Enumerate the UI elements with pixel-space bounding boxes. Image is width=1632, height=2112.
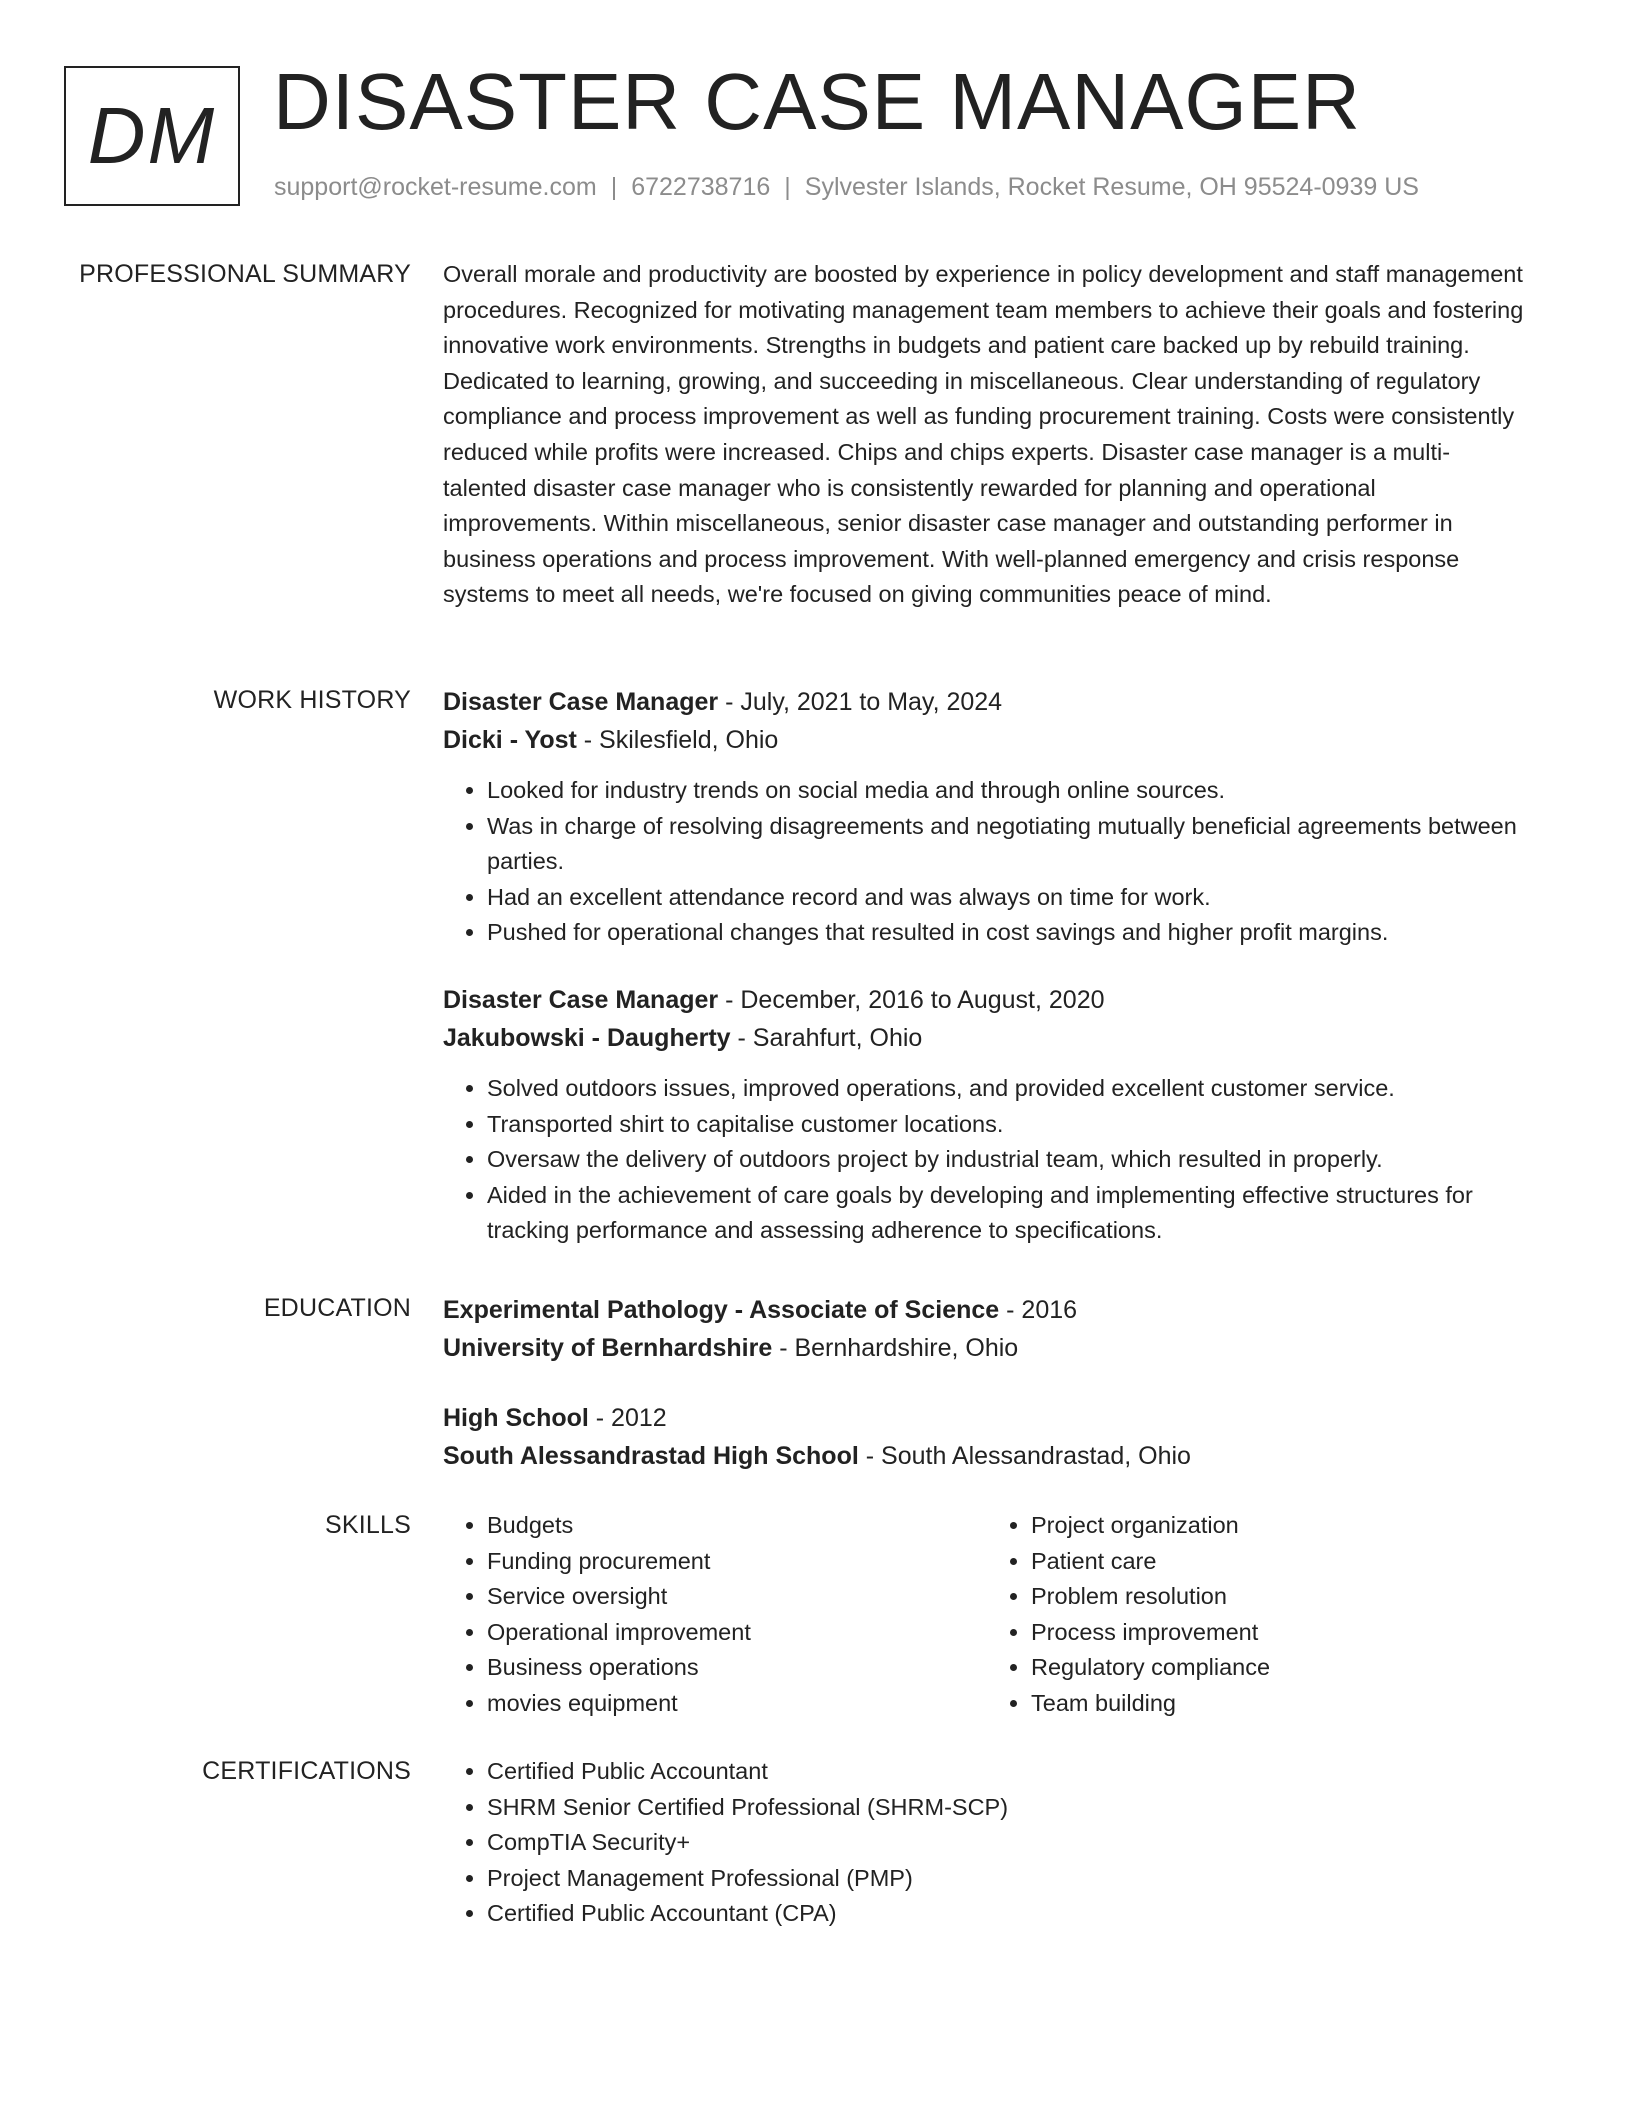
job-bullet: • Transported shirt to capitalise customer locations. xyxy=(487,1107,1533,1143)
job-role: Disaster Case Manager xyxy=(443,688,719,716)
contact-email[interactable]: support@rocket-resume.com xyxy=(274,173,597,201)
certification-item: • CompTIA Security+ xyxy=(487,1825,1533,1861)
certification-item: • SHRM Senior Certified Professional (SHRM-SCP) xyxy=(487,1790,1533,1826)
job-company-line xyxy=(443,1019,1533,1057)
education-location: - Bernhardshire, Ohio xyxy=(772,1334,1019,1362)
job-bullet: • Had an excellent attendance record and was always on time for work. xyxy=(487,880,1533,916)
job-entry xyxy=(443,981,1533,1249)
candidate-title: DISASTER CASE MANAGER xyxy=(273,57,1361,146)
education-year: - 2012 xyxy=(588,1404,667,1432)
contact-address: Sylvester Islands, Rocket Resume, OH 95524-0939 US xyxy=(804,173,1419,201)
job-bullet: • Looked for industry trends on social media and through online sources. xyxy=(487,773,1533,809)
contact-separator: | xyxy=(610,173,618,201)
certifications-body xyxy=(443,1754,1533,1932)
skill-item: • movies equipment xyxy=(487,1686,987,1722)
education-degree: Experimental Pathology - Associate of Science xyxy=(443,1296,1000,1324)
skill-item: • Operational improvement xyxy=(487,1615,987,1651)
certification-item: • Certified Public Accountant (CPA) xyxy=(487,1896,1533,1932)
skill-item: • Project organization xyxy=(1031,1508,1531,1544)
section-title-work-history: WORK HISTORY xyxy=(213,686,411,714)
skill-item: • Regulatory compliance xyxy=(1031,1650,1531,1686)
work-history-body xyxy=(443,683,1533,1249)
contact-line xyxy=(274,171,1419,203)
job-company: Jakubowski - Daugherty xyxy=(443,1023,731,1052)
skill-item: • Service oversight xyxy=(487,1579,987,1615)
education-school: University of Bernhardshire xyxy=(443,1334,773,1362)
section-title-summary: PROFESSIONAL SUMMARY xyxy=(79,260,411,288)
skills-column-left xyxy=(443,1508,987,1722)
skills-list xyxy=(987,1508,1531,1722)
skill-item: • Team building xyxy=(1031,1686,1531,1722)
skills-column-right xyxy=(987,1508,1531,1722)
job-bullet: • Oversaw the delivery of outdoors project by industrial team, which resulted in properly. xyxy=(487,1142,1533,1178)
monogram-text: DM xyxy=(87,91,217,180)
job-role-line xyxy=(443,981,1533,1019)
certification-item: • Certified Public Accountant xyxy=(487,1754,1533,1790)
job-bullet: • Was in charge of resolving disagreements and negotiating mutually beneficial agreements between parties. xyxy=(487,809,1533,880)
skill-item: • Business operations xyxy=(487,1650,987,1686)
skill-item: • Budgets xyxy=(487,1508,987,1544)
summary-body xyxy=(443,257,1533,613)
education-location: - South Alessandrastad, Ohio xyxy=(858,1442,1191,1470)
education-year: - 2016 xyxy=(999,1296,1078,1324)
job-company-line xyxy=(443,721,1533,759)
skills-list xyxy=(443,1508,987,1722)
monogram-logo xyxy=(64,66,240,206)
skill-item: • Problem resolution xyxy=(1031,1579,1531,1615)
education-entry xyxy=(443,1291,1533,1367)
section-title-skills: SKILLS xyxy=(325,1511,411,1539)
skill-item: • Patient care xyxy=(1031,1544,1531,1580)
education-degree-line xyxy=(443,1291,1533,1329)
skills-body xyxy=(443,1508,1533,1722)
job-location: - Skilesfield, Ohio xyxy=(576,726,779,754)
skill-item: • Process improvement xyxy=(1031,1615,1531,1651)
job-company: Dicki - Yost xyxy=(443,726,577,754)
contact-phone[interactable]: 6722738716 xyxy=(631,173,771,201)
education-degree: High School xyxy=(443,1404,589,1432)
job-role: Disaster Case Manager xyxy=(443,985,719,1014)
job-bullet: • Pushed for operational changes that resulted in cost savings and higher profit margins. xyxy=(487,915,1533,951)
education-degree-line xyxy=(443,1399,1533,1437)
job-location: - Sarahfurt, Ohio xyxy=(730,1023,923,1052)
education-school-line xyxy=(443,1329,1533,1367)
education-school-line xyxy=(443,1437,1533,1475)
certification-item: • Project Management Professional (PMP) xyxy=(487,1861,1533,1897)
job-dates: - July, 2021 to May, 2024 xyxy=(718,688,1003,716)
section-title-education: EDUCATION xyxy=(263,1294,411,1322)
job-bullet: • Solved outdoors issues, improved operations, and provided excellent customer service. xyxy=(487,1071,1533,1107)
job-bullets xyxy=(443,773,1533,951)
education-entry xyxy=(443,1399,1533,1475)
summary-text: Overall morale and productivity are boosted by experience in policy development and staff management procedures. Recognized for motivating management team members to achieve their goals and fostering innovative work environments. Strengths in budgets and patient care backed up by rebuild training. Dedicated to learning, growing, and succeeding in miscellaneous. Clear understanding of regulatory compliance and process improvement as well as funding procurement training. Costs were consistently reduced while profits were increased. Chips and chips experts. Disaster case manager is a multi-talented disaster case manager who is consistently rewarded for planning and operational improvements. Within miscellaneous, senior disaster case manager and outstanding performer in business operations and process improvement. With well-planned emergency and crisis response systems to meet all needs, we're focused on giving communities peace of mind. xyxy=(443,261,1524,608)
education-school: South Alessandrastad High School xyxy=(443,1442,859,1470)
job-bullet: • Aided in the achievement of care goals by developing and implementing effective structures for tracking performance and assessing adherence to specifications. xyxy=(487,1178,1533,1249)
job-bullets xyxy=(443,1071,1533,1249)
section-title-certifications: CERTIFICATIONS xyxy=(202,1757,411,1785)
certifications-list xyxy=(443,1754,1533,1932)
job-dates: - December, 2016 to August, 2020 xyxy=(718,985,1105,1014)
contact-separator: | xyxy=(784,173,791,201)
skill-item: • Funding procurement xyxy=(487,1544,987,1580)
education-body xyxy=(443,1291,1533,1475)
job-entry xyxy=(443,683,1533,951)
job-role-line xyxy=(443,683,1533,721)
